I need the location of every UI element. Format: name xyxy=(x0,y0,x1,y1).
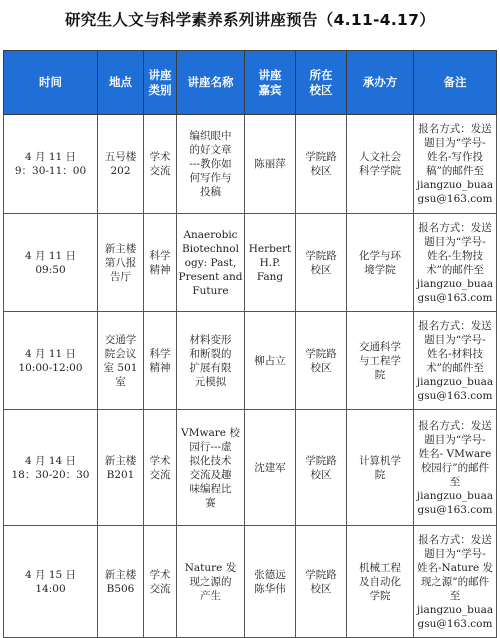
header-place: 地点 xyxy=(98,51,144,115)
cell-place: 交通学 院会议 室 501 室 xyxy=(98,312,144,410)
header-campus: 所在 校区 xyxy=(296,51,347,115)
cell-campus: 学院路 校区 xyxy=(296,312,347,410)
header-time: 时间 xyxy=(4,51,98,115)
table-row xyxy=(4,312,497,410)
page-title: 研究生人文与科学素养系列讲座预告（4.11-4.17） xyxy=(64,11,436,29)
cell-host: 柳占立 xyxy=(245,312,296,410)
header-org: 承办方 xyxy=(347,51,414,115)
header-name: 讲座名称 xyxy=(177,51,245,115)
cell-organizer: 人文社会 科学学院 xyxy=(347,115,414,214)
cell-organizer: 计算机学 院 xyxy=(347,410,414,526)
cell-campus: 学院路 校区 xyxy=(296,526,347,638)
header-type: 讲座 类别 xyxy=(144,51,177,115)
table-row xyxy=(4,214,497,312)
cell-lecture-name: Anaerobic Biotechnol ogy: Past, Present and Future xyxy=(177,214,245,312)
cell-place: 五号楼 202 xyxy=(98,115,144,214)
cell-place: 新主楼 B201 xyxy=(98,410,144,526)
cell-organizer: 交通科学 与工程学 院 xyxy=(347,312,414,410)
cell-type: 科学 精神 xyxy=(144,214,177,312)
table-row xyxy=(4,410,497,526)
cell-place: 新主楼 B506 xyxy=(98,526,144,638)
cell-lecture-name: 材料变形 和断裂的 扩展有限 元模拟 xyxy=(177,312,245,410)
cell-time: 4 月 14 日 18：30-20：30 xyxy=(4,410,98,526)
cell-time: 4 月 11 日 9：30-11：00 xyxy=(4,115,98,214)
header-host: 讲座 嘉宾 xyxy=(245,51,296,115)
cell-host: 沈建军 xyxy=(245,410,296,526)
cell-note: 报名方式：发送 题目为“学号- 姓名-生物技 术”的邮件至 jiangzuo_buaa gsu@163.com xyxy=(414,214,497,312)
cell-note: 报名方式：发送 题目为“学号- 姓名-Nature 发 现之源”的邮件 至 jiangzuo_buaa gsu@163.com xyxy=(414,526,497,638)
lecture-schedule-table xyxy=(3,50,497,638)
cell-type: 科学 精神 xyxy=(144,312,177,410)
cell-time: 4 月 11 日 09:50 xyxy=(4,214,98,312)
table-header-row xyxy=(4,51,497,115)
cell-type: 学术 交流 xyxy=(144,526,177,638)
table-row xyxy=(4,526,497,638)
header-note: 备注 xyxy=(414,51,497,115)
cell-campus: 学院路 校区 xyxy=(296,115,347,214)
cell-type: 学术 交流 xyxy=(144,410,177,526)
cell-note: 报名方式：发送 题目为“学号- 姓名-材料技 术”的邮件至 jiangzuo_buaa gsu@163.com xyxy=(414,312,497,410)
cell-host: Herbert H.P. Fang xyxy=(245,214,296,312)
cell-organizer: 化学与环 境学院 xyxy=(347,214,414,312)
cell-lecture-name: VMware 校 园行---虚 拟化技术 交流及趣 味编程比 赛 xyxy=(177,410,245,526)
cell-organizer: 机械工程 及自动化 学院 xyxy=(347,526,414,638)
cell-campus: 学院路 校区 xyxy=(296,410,347,526)
cell-note: 报名方式：发送 题目为“学号- 姓名-写作投 稿”的邮件至 jiangzuo_buaa gsu@163.com xyxy=(414,115,497,214)
cell-campus: 学院路 校区 xyxy=(296,214,347,312)
cell-type: 学术 交流 xyxy=(144,115,177,214)
cell-note: 报名方式：发送 题目为“学号- 姓名- VMware 校园行”的邮件 至 jiangzuo_buaa gsu@163.com xyxy=(414,410,497,526)
cell-time: 4 月 15 日 14:00 xyxy=(4,526,98,638)
table-row xyxy=(4,115,497,214)
cell-host: 陈丽萍 xyxy=(245,115,296,214)
cell-place: 新主楼 第八报 告厅 xyxy=(98,214,144,312)
cell-time: 4 月 11 日 10:00-12:00 xyxy=(4,312,98,410)
cell-lecture-name: 编织眼中 的好文章 ---教你如 何写作与 投稿 xyxy=(177,115,245,214)
cell-lecture-name: Nature 发 现之源的 产生 xyxy=(177,526,245,638)
cell-host: 张德远 陈华伟 xyxy=(245,526,296,638)
